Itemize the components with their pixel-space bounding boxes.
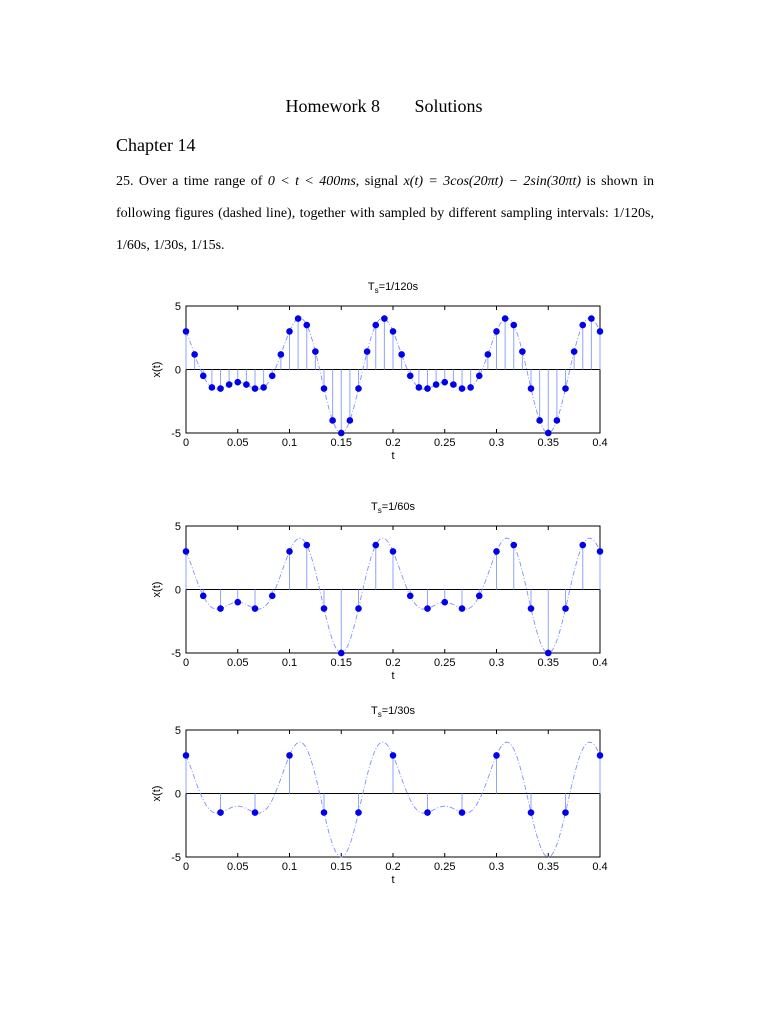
sample-point: [372, 542, 379, 549]
x-tick-label: 0.05: [227, 861, 249, 873]
sample-point: [416, 384, 423, 391]
x-tick-label: 0.2: [385, 657, 401, 669]
chart-svg: [0, 276, 768, 476]
x-tick-label: 0.35: [537, 437, 559, 449]
sample-point: [597, 752, 604, 759]
x-tick-label: 0: [182, 657, 190, 669]
sample-point: [390, 548, 397, 555]
sample-point: [476, 373, 483, 380]
sample-point: [312, 348, 319, 355]
range-expression: 0 < t < 400ms: [267, 174, 356, 189]
x-axis-label: t: [391, 670, 395, 682]
y-tick-label: -5: [171, 428, 181, 440]
sample-point: [260, 384, 267, 391]
sample-point: [269, 593, 276, 600]
sample-point: [381, 315, 388, 322]
sample-point: [338, 430, 345, 437]
y-tick-label: 5: [174, 301, 181, 313]
sample-point: [510, 542, 517, 549]
sample-point: [519, 348, 526, 355]
sample-point: [424, 809, 431, 816]
sample-point: [579, 542, 586, 549]
sample-point: [200, 373, 207, 380]
sample-point: [407, 593, 414, 600]
sample-point: [467, 384, 474, 391]
x-tick-label: 0.35: [537, 861, 559, 873]
sample-point: [286, 752, 293, 759]
x-tick-label: 0.1: [281, 657, 298, 669]
sample-point: [398, 351, 405, 358]
sample-point: [502, 315, 509, 322]
sample-point: [571, 348, 578, 355]
sample-point: [338, 650, 345, 657]
sample-point: [226, 381, 233, 388]
x-tick-label: 0.15: [330, 861, 352, 873]
y-axis-label: x(t): [151, 785, 163, 802]
chart-svg: [0, 700, 768, 900]
sample-point: [441, 599, 448, 606]
x-tick-label: 0.05: [227, 437, 249, 449]
sample-point: [424, 385, 431, 392]
signal-expression: x(t) = 3cos(20πt) − 2sin(30πt): [403, 174, 581, 189]
sample-point: [476, 593, 483, 600]
sample-point: [191, 351, 198, 358]
sample-point: [390, 752, 397, 759]
x-tick-label: 0.15: [330, 657, 352, 669]
sample-point: [269, 373, 276, 380]
sample-point: [528, 809, 535, 816]
sample-point: [441, 379, 448, 386]
sample-point: [355, 809, 362, 816]
sample-point: [329, 417, 336, 424]
sample-point: [286, 548, 293, 555]
sample-point: [252, 385, 259, 392]
sample-point: [554, 417, 561, 424]
x-tick-label: 0.4: [592, 861, 608, 873]
x-axis-label: t: [391, 450, 395, 462]
sample-point: [528, 385, 535, 392]
sample-point: [321, 809, 328, 816]
sample-point: [510, 322, 517, 329]
x-tick-label: 0: [182, 437, 190, 449]
sample-point: [364, 348, 371, 355]
x-tick-label: 0.35: [537, 657, 559, 669]
chart-title: $T_s=1/60s$: [370, 501, 416, 515]
x-tick-label: 0.4: [592, 657, 608, 669]
y-tick-label: 0: [174, 584, 181, 597]
y-axis-label: x(t): [151, 361, 163, 378]
para-lead: 25. Over a time range of: [116, 174, 263, 189]
sample-point: [252, 809, 259, 816]
sample-point: [545, 430, 552, 437]
sample-point: [243, 381, 250, 388]
y-tick-label: 5: [174, 725, 181, 737]
chart-title: $T_s=1/30s$: [370, 705, 416, 719]
sample-point: [183, 752, 190, 759]
chart-svg: [0, 496, 768, 696]
sample-point: [579, 322, 586, 329]
sample-point: [217, 385, 224, 392]
sample-point: [347, 417, 354, 424]
y-tick-label: -5: [171, 852, 181, 864]
y-tick-label: 5: [174, 521, 181, 533]
sample-point: [209, 384, 216, 391]
x-tick-label: 0.25: [434, 657, 456, 669]
sample-point: [295, 315, 302, 322]
title-solutions: Solutions: [414, 96, 483, 116]
x-tick-label: 0.4: [592, 437, 608, 449]
sample-point: [234, 379, 241, 386]
sample-point: [355, 385, 362, 392]
para-tail: is shown in following figures (dashed line), together with sampled by different sampling intervals: 1/120s, 1/60s, 1/30s, 1/15s.: [116, 174, 655, 253]
sample-point: [562, 605, 569, 612]
sample-point: [562, 809, 569, 816]
sample-point: [390, 328, 397, 335]
sample-point: [217, 809, 224, 816]
sample-point: [528, 605, 535, 612]
x-tick-label: 0.3: [488, 657, 505, 669]
figure-ts-30: [0, 700, 768, 900]
sample-point: [321, 385, 328, 392]
y-tick-label: 0: [174, 364, 181, 377]
x-tick-label: 0: [182, 861, 190, 873]
sample-point: [459, 809, 466, 816]
sample-point: [217, 605, 224, 612]
sample-point: [493, 752, 500, 759]
x-tick-label: 0.25: [434, 437, 456, 449]
x-tick-label: 0.1: [281, 437, 298, 449]
x-tick-label: 0.2: [385, 437, 401, 449]
sample-point: [459, 605, 466, 612]
sample-point: [562, 385, 569, 392]
y-axis-label: x(t): [151, 581, 163, 598]
sample-point: [303, 542, 310, 549]
sample-point: [597, 548, 604, 555]
x-tick-label: 0.05: [227, 657, 249, 669]
x-axis-label: t: [391, 874, 395, 886]
sample-point: [424, 605, 431, 612]
sample-point: [234, 599, 241, 606]
title-homework: Homework 8: [285, 96, 380, 116]
chapter-heading: Chapter 14: [116, 135, 196, 155]
sample-point: [545, 650, 552, 657]
sample-point: [459, 385, 466, 392]
x-tick-label: 0.15: [330, 437, 352, 449]
x-tick-label: 0.1: [281, 861, 298, 873]
sample-point: [493, 548, 500, 555]
sample-point: [407, 373, 414, 380]
sample-point: [278, 351, 285, 358]
page-title: [0, 96, 768, 117]
sample-point: [355, 605, 362, 612]
sample-point: [485, 351, 492, 358]
problem-paragraph: [116, 166, 654, 262]
sample-point: [321, 605, 328, 612]
sample-point: [303, 322, 310, 329]
sample-point: [200, 593, 207, 600]
x-tick-label: 0.3: [488, 437, 505, 449]
sample-point: [183, 548, 190, 555]
sample-point: [493, 328, 500, 335]
x-tick-label: 0.25: [434, 861, 456, 873]
sample-point: [536, 417, 543, 424]
sample-point: [433, 381, 440, 388]
chart-title: $T_s=1/120s$: [367, 281, 419, 295]
sample-point: [450, 381, 457, 388]
para-mid: , signal: [355, 174, 399, 189]
figure-ts-120: [0, 276, 768, 476]
sample-point: [372, 322, 379, 329]
figure-ts-60: [0, 496, 768, 696]
sample-point: [286, 328, 293, 335]
x-tick-label: 0.2: [385, 861, 401, 873]
x-tick-label: 0.3: [488, 861, 505, 873]
sample-point: [597, 328, 604, 335]
sample-point: [252, 605, 259, 612]
sample-point: [183, 328, 190, 335]
sample-point: [588, 315, 595, 322]
y-tick-label: -5: [171, 648, 181, 660]
y-tick-label: 0: [174, 788, 181, 801]
